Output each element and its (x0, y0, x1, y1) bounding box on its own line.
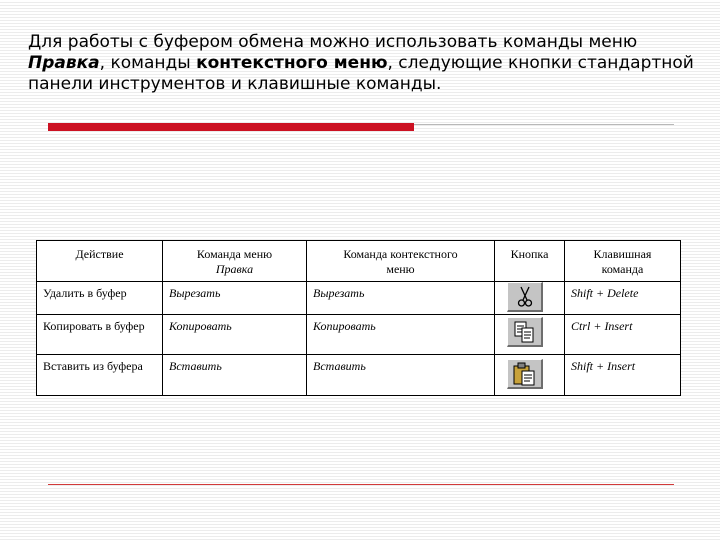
header-keyboard-command: Клавишная команда (565, 241, 681, 282)
cell-button (495, 282, 565, 315)
copy-toolbar-button[interactable] (507, 317, 543, 347)
cell-context-command: Вставить (307, 355, 495, 396)
table-row (37, 355, 681, 396)
copy-pages-icon (508, 318, 542, 346)
paste-toolbar-button[interactable] (507, 359, 543, 389)
header-action: Действие (37, 241, 163, 282)
header-button: Кнопка (495, 241, 565, 282)
menu-name-pravka: Правка (28, 53, 100, 73)
cell-menu-command: Вставить (163, 355, 307, 396)
cell-action: Копировать в буфер (37, 315, 163, 355)
clipboard-commands-table (36, 240, 681, 396)
paste-clipboard-icon (508, 360, 542, 388)
cell-context-command: Копировать (307, 315, 495, 355)
scissors-cut-icon (508, 283, 542, 311)
header-context-command: Команда контекстного меню (307, 241, 495, 282)
cell-keyboard-command: Shift + Delete (565, 282, 681, 315)
intro-text-3: , следующие кнопки стандартной панели инструментов и клавишные команды. (28, 53, 694, 94)
cell-keyboard-command: Shift + Insert (565, 355, 681, 396)
intro-paragraph (28, 32, 698, 95)
table-row (37, 315, 681, 355)
context-menu-phrase: контекстного меню (196, 53, 388, 73)
cell-action: Вставить из буфера (37, 355, 163, 396)
header-menu-command: Команда меню Правка (163, 241, 307, 282)
cell-action: Удалить в буфер (37, 282, 163, 315)
table-row (37, 282, 681, 315)
cell-button (495, 355, 565, 396)
cut-toolbar-button[interactable] (507, 282, 543, 312)
cell-button (495, 315, 565, 355)
bottom-divider (48, 484, 674, 485)
cell-menu-command: Вырезать (163, 282, 307, 315)
cell-context-command: Вырезать (307, 282, 495, 315)
intro-text-2: , команды (99, 53, 197, 73)
intro-text-1: Для работы с буфером обмена можно использовать команды меню (28, 32, 638, 52)
table-header-row (37, 241, 681, 282)
cell-keyboard-command: Ctrl + Insert (565, 315, 681, 355)
cell-menu-command: Копировать (163, 315, 307, 355)
accent-red-bar (48, 123, 414, 131)
